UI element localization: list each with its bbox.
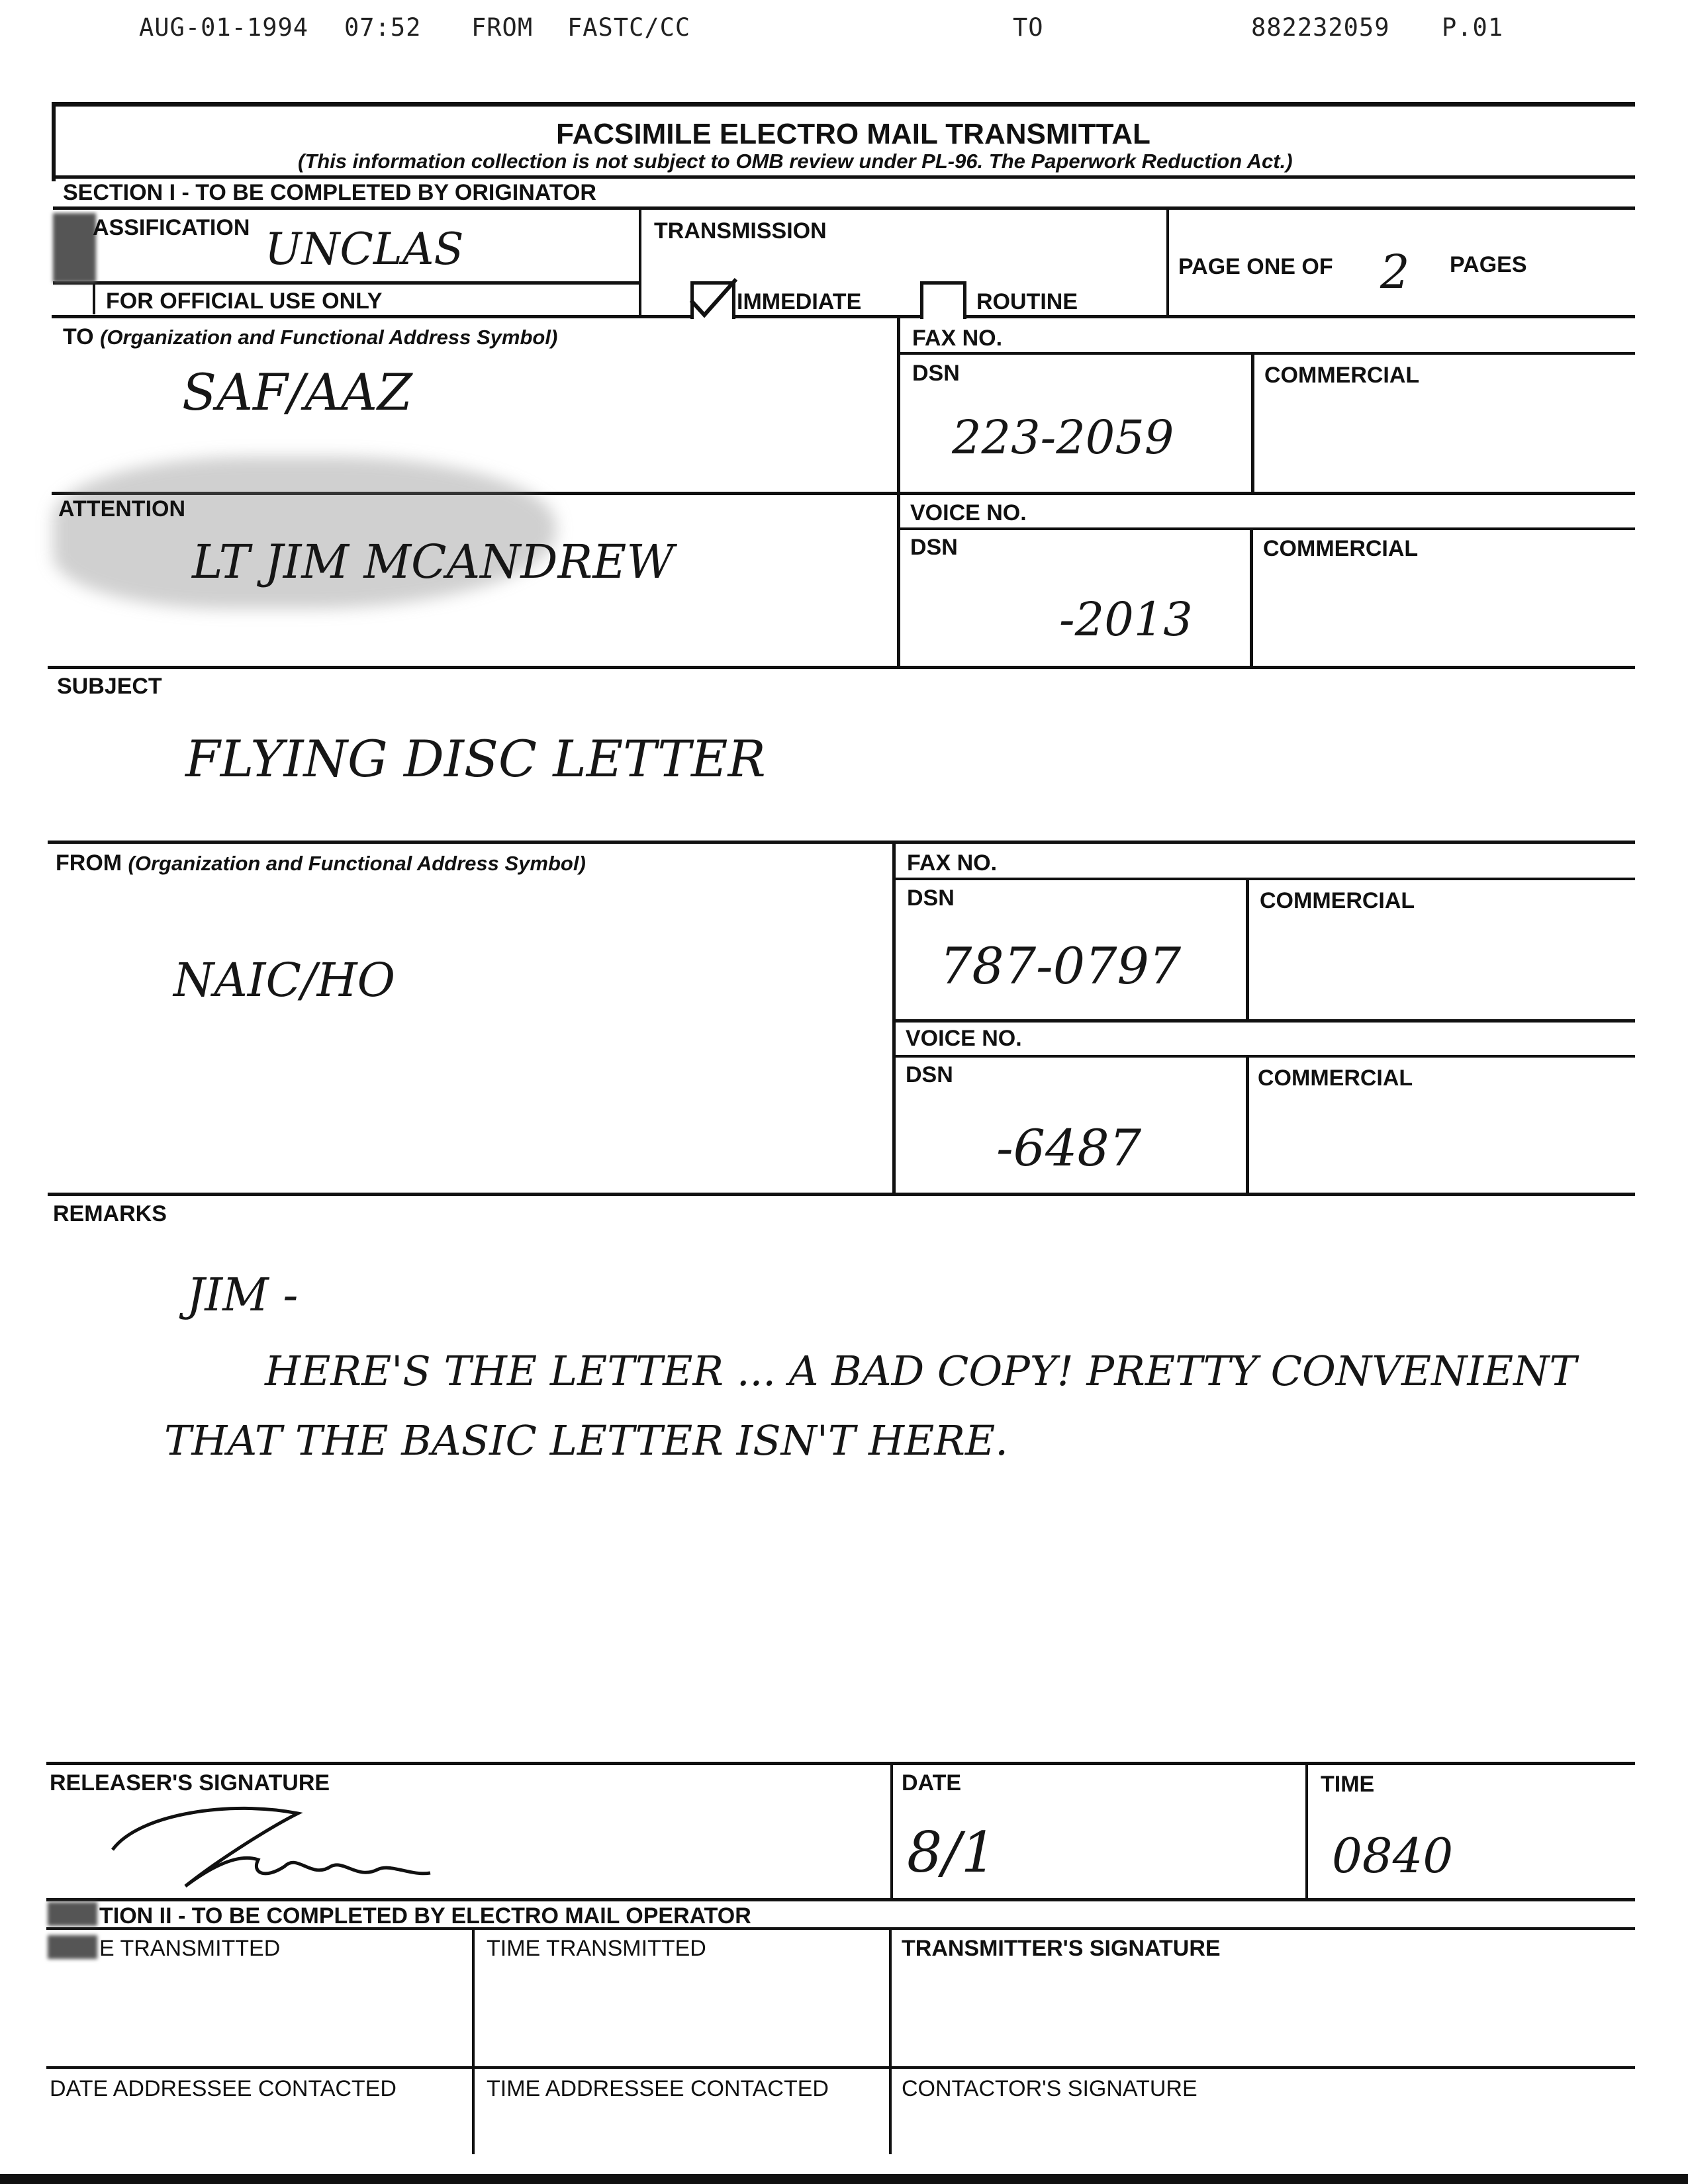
to-voice-commercial-label: COMMERCIAL xyxy=(1263,536,1419,561)
section2-title: TION II - TO BE COMPLETED BY ELECTRO MAIL OPERATOR xyxy=(99,1903,751,1929)
attention-label: ATTENTION xyxy=(58,496,186,522)
to-label: TO (Organization and Functional Address Symbol) xyxy=(63,324,558,349)
rule-sec2-split2 xyxy=(889,1929,892,2154)
from-voice-label: VOICE NO. xyxy=(906,1026,1022,1051)
date-transmitted-label: E TRANSMITTED xyxy=(99,1936,281,1961)
classification-label: ASSIFICATION xyxy=(93,215,250,240)
rule-to-fax-label xyxy=(900,352,1635,355)
form-subtitle: (This information collection is not subject to OMB review under PL-96. The Paperwork Reduction Act.) xyxy=(298,150,1293,173)
to-value: SAF/AAZ xyxy=(182,363,412,422)
checkmark-icon xyxy=(687,277,739,318)
form-title: FACSIMILE ELECTRO MAIL TRANSMITTAL xyxy=(556,118,1150,150)
attention-value: LT JIM MCANDREW xyxy=(192,535,675,589)
from-fax-label: FAX NO. xyxy=(907,850,998,876)
date-label: DATE xyxy=(902,1770,962,1796)
fax-header-from-value: FASTC/CC xyxy=(567,13,691,42)
routine-label: ROUTINE xyxy=(976,289,1078,314)
routine-checkbox[interactable] xyxy=(920,281,966,319)
remarks-line-2: HERE'S THE LETTER ... A BAD COPY! PRETTY CONVENIENT xyxy=(265,1347,1577,1395)
remarks-label: REMARKS xyxy=(53,1201,167,1226)
to-fax-label: FAX NO. xyxy=(912,326,1003,351)
fax-bottom-edge xyxy=(0,2174,1688,2184)
from-fax-dsn-value: 787-0797 xyxy=(940,936,1182,995)
transmission-label: TRANSMISSION xyxy=(654,218,827,244)
remarks-line-3: THAT THE BASIC LETTER ISN'T HERE. xyxy=(164,1416,1008,1465)
redaction-block-section2 xyxy=(48,1902,97,1926)
time-transmitted-label: TIME TRANSMITTED xyxy=(487,1936,706,1961)
fax-header-to-label: TO xyxy=(1013,13,1044,42)
from-fax-dsn-label: DSN xyxy=(907,886,955,911)
pages-label: PAGES xyxy=(1450,252,1527,277)
from-voice-dsn-value: -6487 xyxy=(996,1118,1142,1177)
rule-to-top xyxy=(52,315,1635,318)
date-addressee-contacted-label: DATE ADDRESSEE CONTACTED xyxy=(50,2076,397,2101)
releaser-signature-value xyxy=(199,1840,200,1841)
form-left-border-top xyxy=(52,102,56,181)
rule-fouo-tick xyxy=(93,285,95,314)
from-voice-commercial-label: COMMERCIAL xyxy=(1258,1066,1413,1091)
to-fax-dsn-label: DSN xyxy=(912,361,960,386)
subject-value: FLYING DISC LETTER xyxy=(185,729,766,788)
immediate-checkbox[interactable] xyxy=(690,281,735,319)
fax-header-date: AUG-01-1994 xyxy=(139,13,309,42)
rule-title xyxy=(53,175,1635,179)
fax-header-time: 07:52 xyxy=(344,13,422,42)
rule-to-fax-split xyxy=(1251,354,1254,494)
rule-sec2-split1 xyxy=(472,1929,475,2154)
from-value: NAIC/HO xyxy=(173,953,396,1007)
releaser-signature-image xyxy=(99,1787,444,1899)
section1-title: SECTION I - TO BE COMPLETED BY ORIGINATOR xyxy=(63,180,596,205)
releaser-signature-label: RELEASER'S SIGNATURE xyxy=(50,1770,330,1796)
classification-value: UNCLAS xyxy=(265,224,464,275)
time-label: TIME xyxy=(1321,1772,1375,1797)
fouo-label: FOR OFFICIAL USE ONLY xyxy=(106,289,383,314)
rule-remarks-top xyxy=(48,1193,1635,1196)
from-voice-dsn-label: DSN xyxy=(906,1062,953,1087)
to-fax-commercial-label: COMMERCIAL xyxy=(1264,363,1420,388)
fax-header-page: P.01 xyxy=(1442,13,1504,42)
remarks-line-1: JIM - xyxy=(187,1269,299,1322)
rule-from-fax-split xyxy=(1246,880,1249,1021)
form-top-border xyxy=(52,102,1635,107)
contactor-signature-label: CONTACTOR'S SIGNATURE xyxy=(902,2076,1197,2101)
rule-subject-top xyxy=(48,666,1635,669)
from-label: FROM (Organization and Functional Address Symbol) xyxy=(56,850,586,876)
page-count: 2 xyxy=(1380,245,1410,299)
subject-label: SUBJECT xyxy=(57,674,162,699)
rule-to-voice-label xyxy=(900,527,1635,530)
time-value: 0840 xyxy=(1332,1828,1454,1884)
rule-from-voice-label xyxy=(895,1055,1635,1058)
to-voice-dsn-label: DSN xyxy=(910,535,958,560)
from-fax-commercial-label: COMMERCIAL xyxy=(1260,888,1415,913)
rule-from-voice-top xyxy=(895,1019,1635,1023)
rule-classification xyxy=(53,281,639,285)
rule-date-time xyxy=(1305,1762,1308,1901)
fax-header-number: 882232059 xyxy=(1251,13,1390,42)
transmitter-signature-label: TRANSMITTER'S SIGNATURE xyxy=(902,1936,1221,1961)
to-voice-dsn-value: -2013 xyxy=(1059,592,1193,647)
rule-from-mid xyxy=(892,841,896,1195)
rule-from-top xyxy=(48,841,1635,844)
immediate-label: IMMEDIATE xyxy=(737,289,862,314)
rule-sig-date xyxy=(890,1762,893,1901)
rule-transmission-page xyxy=(1166,208,1169,318)
to-fax-dsn-value: 223-2059 xyxy=(952,410,1174,465)
rule-from-fax-label xyxy=(895,878,1635,880)
to-voice-label: VOICE NO. xyxy=(910,500,1027,525)
page-one-of-label: PAGE ONE OF xyxy=(1178,254,1333,279)
redaction-block-date xyxy=(48,1935,97,1959)
rule-signature-top xyxy=(46,1762,1635,1765)
rule-class-transmission xyxy=(639,208,641,318)
date-value: 8/1 xyxy=(907,1820,997,1885)
redaction-block xyxy=(53,213,96,283)
time-addressee-contacted-label: TIME ADDRESSEE CONTACTED xyxy=(487,2076,829,2101)
fax-header-from-label: FROM xyxy=(471,13,534,42)
rule-section1 xyxy=(53,206,1635,210)
rule-contacted-top xyxy=(46,2066,1635,2069)
rule-to-voice-split xyxy=(1250,529,1253,668)
rule-from-voice-split xyxy=(1246,1058,1249,1195)
